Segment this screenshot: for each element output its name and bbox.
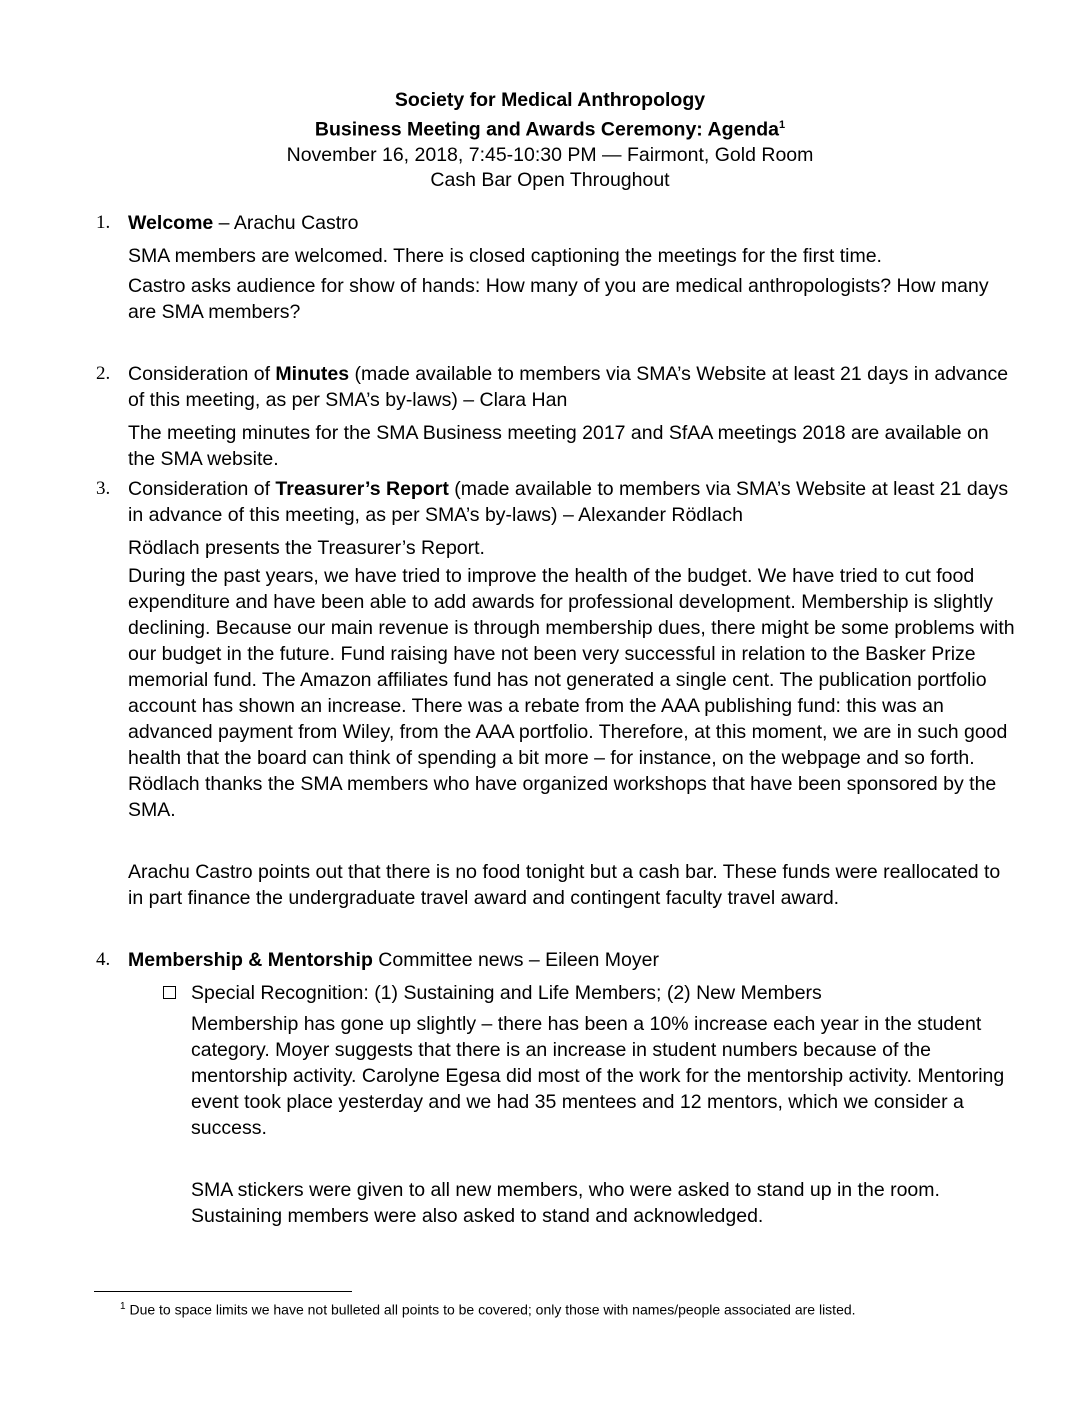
cash-bar-note: Cash Bar Open Throughout <box>430 168 670 191</box>
agenda-title-text: Business Meeting and Awards Ceremony: Agenda <box>314 118 779 141</box>
footnote-marker: 1 <box>120 1301 126 1312</box>
item-number: 2. <box>96 363 111 384</box>
header <box>0 88 1088 193</box>
paragraph: Membership has gone up slightly – there has been a 10% increase each year in the student category. Moyer suggests that there is an increase in student numbers because of the mentorship activity. Carolyne Egesa did most of the work for the mentorship activity. Mentoring event took place yesterday and we had 35 mentees and 12 mentors, which we consider a success. <box>191 1013 1005 1139</box>
paragraph: Rödlach presents the Treasurer’s Report. <box>128 537 485 559</box>
item-heading <box>128 476 1018 528</box>
item-heading-bold: Treasurer’s Report <box>275 478 449 500</box>
item-heading-bold: Welcome <box>128 212 214 234</box>
agenda-title <box>0 113 1088 143</box>
item-heading <box>128 210 1018 236</box>
item-heading-rest: Committee news – Eileen Moyer <box>372 949 659 971</box>
item-heading <box>128 361 1018 413</box>
item-number: 3. <box>96 478 111 499</box>
society-title: Society for Medical Anthropology <box>394 89 706 111</box>
sub-item: Special Recognition: (1) Sustaining and Life Members; (2) New Members <box>191 982 822 1004</box>
item-heading-pre: Consideration of <box>128 363 276 385</box>
meeting-datetime: November 16, 2018, 7:45-10:30 PM — Fairmont, Gold Room <box>286 143 814 166</box>
item-heading-rest: – Arachu Castro <box>213 212 359 234</box>
item-heading-pre: Consideration of <box>128 478 276 500</box>
paragraph: SMA stickers were given to all new members, who were asked to stand up in the room. Sustaining members were also asked to stand and acknowledged. <box>191 1179 940 1227</box>
paragraph: Arachu Castro points out that there is no food tonight but a cash bar. These funds were reallocated to in part finance the undergraduate travel award and contingent faculty travel award. <box>128 861 1001 909</box>
paragraph: During the past years, we have tried to improve the health of the budget. We have tried to cut food expenditure and have been able to add awards for professional development. Membership is slightly declining. Because our main revenue is through membership dues, there might be some problems with our budget in the future. Fund raising have not been very successful in relation to the Basker Prize memorial fund. The Amazon affiliates fund has not generated a single cent. The publication portfolio account has shown an increase. There was a rebate from the AAA publishing fund: this was an advanced payment from Wiley, from the AAA portfolio. Therefore, at this moment, we are in such good health that the board can think of spending a bit more – for instance, on the webpage and so forth. Rödlach thanks the SMA members who have organized workshops that have been sponsored by the SMA. <box>128 565 1015 821</box>
item-heading-bold: Minutes <box>275 363 350 385</box>
paragraph: The meeting minutes for the SMA Business meeting 2017 and SfAA meetings 2018 are available on the SMA website. <box>128 422 989 470</box>
footnote-divider <box>94 1291 352 1292</box>
paragraph: Castro asks audience for show of hands: How many of you are medical anthropologists? How many are SMA members? <box>128 275 989 323</box>
checkbox-bullet-icon <box>163 986 176 999</box>
paragraph: SMA members are welcomed. There is closed captioning the meetings for the first time. <box>128 245 882 267</box>
footnote-ref: 1 <box>779 119 786 131</box>
item-number: 1. <box>96 212 111 233</box>
item-heading <box>128 947 1018 973</box>
item-heading-rest: (made available to members via SMA’s Website at least 21 days in advance of this meeting, as per SMA’s by-laws) – Alexander Rödlach <box>128 478 1009 526</box>
footnote <box>120 1298 1020 1319</box>
item-heading-rest: (made available to members via SMA’s Website at least 21 days in advance of this meeting, as per SMA’s by-laws) – Clara Han <box>128 363 1009 411</box>
item-number: 4. <box>96 949 111 970</box>
footnote-text: Due to space limits we have not bulleted all points to be covered; only those with names/people associated are listed. <box>125 1301 856 1318</box>
item-heading-bold: Membership & Mentorship <box>128 949 373 971</box>
